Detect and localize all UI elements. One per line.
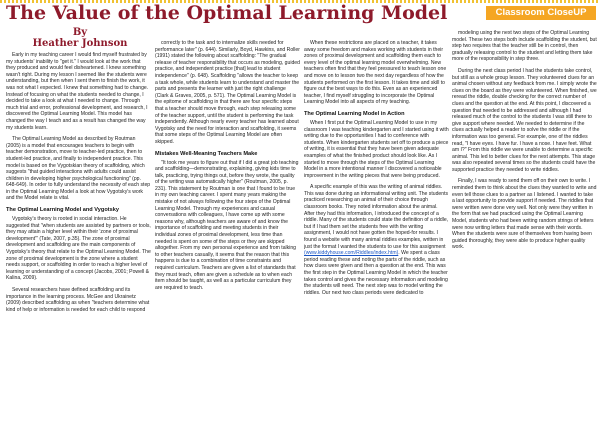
paragraph: When these restrictions are placed on a teacher, it takes away some freedom and makes working with students in their zones of proximal development and scaffolding them each to every level of the optimal learning model overwhelming. New teachers often find that they feel pressured to teach lesson one and move on to lesson two the next day regardless of how the students performed on the first lesson. It takes time and skill to figure out the best ways to do this. Even as an experienced teacher, I find myself struggling to incorporate the Optimal Learning Model into all aspects of my teaching. <box>304 40 447 106</box>
paragraph: Vygotsky's theory is rooted in social interaction. He suggested that "when students are assisted by partners or tools, they may attain a higher level within their 'zone of proximal development'" (Tate, 2007, p.35). The zone of proximal development and scaffolding are the main components of Vygotsky's theory that relate to the Optimal Learning Model. The zone of proximal development is the zone where a student needs support, or scaffolding in order to reach a higher level of learning or understanding of a concept (Jacobs, 2001; Powell & Kalina, 2009). <box>6 216 151 282</box>
article-column-3 <box>304 40 449 420</box>
section-badge: Classroom CloseUP <box>486 6 596 20</box>
paragraph: During the next class period I had the students take control, but still as a whole group lesson. They volunteered clues for an animal chosen without any feedback from me. I simply wrote the clues on the board as they were volunteered. When finished, we reread the riddle, double checking for the correct number of clues and the question at the end. At this point, I discovered a question that needed to be addressed and although I had released much of the control to the students I was still there to give support where needed. We needed to determine if the clues actually helped a reader to solve the riddle or if the information was too general. For example, one of the riddles read, "I have eyes. I have fur. I have a nose. I have feet. What am I?" From this riddle we were unable to determine a specific animal. This led to better clues for the next attempts. This stage was also repeated several times so the students could have the supported practice they needed to write riddles. <box>452 67 597 173</box>
author-name: Heather Johnson <box>32 38 128 49</box>
paragraph-text: . We spent a class period reading these and noting the parts of the riddle, such as how clues were given and then a question at the end. This was the first step in the Optimal Learning Model in which the teacher takes control and gives the necessary information and modeling the students will need. The next step was to model writing the riddles. Our next two class periods were dedicated to <box>304 250 448 296</box>
paragraph: "It took me years to figure out that if I did a great job teaching and scaffolding—demonstrating, explaining, giving kids time to talk, practicing, trying things out, before they wrote, the quality of the writing was automatically higher" (Routman, 2005, p. 231). This statement by Routman is one that I found to be true in my own teaching career. I spent many years making the mistake of not always following the four steps of the Optimal Learning Model. Through my experiences and casual conversations with colleagues, I have come up with some reasons why, although teachers are aware of and know the importance of scaffolding and meeting students in their individual zones of proximal development, less time than needed is spent on some of the steps or they are skipped altogether. From my own personal experience and from talking to other teachers casually, it seems that the reason that this happens is due to a combination of time constraints and required curriculum. Teachers are given a list of standards that they must teach, often are given a schedule as to when each item should be taught, as well as a particular curriculum they are required to teach. <box>155 159 299 291</box>
paragraph: When I first put the Optimal Learning Model to use in my classroom I was teaching kindergarten and I started using it with writing due to the opportunities I had to conference with students. When kindergarten students set off to produce a piece of writing, it is essential that they have been given adequate examples of what the finished product should look like. As I started to move through the steps of the Optimal Learning Model in a more intentional manner I discovered a noticeable improvement in the writing pieces that were being produced. <box>304 119 449 179</box>
section-heading: The Optimal Learning Model and Vygotsky <box>6 207 119 214</box>
riddles-website-link[interactable]: (www.kiddyhouse.com/Riddles/index.htm) <box>304 250 399 257</box>
paragraph <box>304 184 449 296</box>
article-column-4 <box>452 30 597 420</box>
paragraph: modeling using the next two steps of the Optimal Learning model. These two steps both include scaffolding the student, but step two requires that the teacher still be in control, then gradually releasing control to the student and letting them take more of the responsibility in step three. <box>452 30 597 63</box>
paragraph: The Optimal Learning Model as described by Routman (2005) is a model that encourages teachers to begin with teacher demonstration, move to teacher-led practice, then to student-led practice, and finally to independent practice. This model is based on the Vygotskian theory of scaffolding, which suggests "that guided interactions with adults could assist children in developing higher psychological functioning" (pp. 648-649). In order to fully understand the necessity of each step in the Optimal Learning Model a look at how Vygotsky's work and the Model relate is vital. <box>6 136 151 202</box>
paragraph-text: A specific example of this was the writing of animal riddles. This was done during an informational writing unit. The students practiced researching an animal of their choice through classroom books. They noted information about the animal. After they had this information, I introduced the concept of a riddle. Many of the students could state the definition of a riddle, but if I had them set the students free with the writing assignment, I would not have gotten the hoped-for results. I found a website with many animal riddles examples, written in just the format I wanted the students to use for this assignment <box>304 184 449 250</box>
paragraph: Several researchers have defined scaffolding and its importance in the learning process. McGee and Ukrainetz (2009) described scaffolding as when "teachers determine what kind of help or information is needed for each child to respond <box>6 287 150 313</box>
byline-by: By <box>72 27 88 38</box>
section-heading: The Optimal Learning Model in Action <box>304 110 405 117</box>
page-title: The Value of the Optimal Learning Model <box>6 2 448 24</box>
article-column-2 <box>155 40 300 420</box>
paragraph: Early in my teaching career I would find myself frustrated by my students' inability to "get it." I would look at the work that they produced and would feel disheartened. I knew something wasn't right. During my lesson I seemed like the students were understanding, but then when I sent them to finish the work, it was not what I expected. I knew that something had to change. Instead of focusing on what the students needed to change, I decided to take a look at what I needed to change. Through much trial and error, professional development, and research, I discovered the Optimal Learning Model. This model has changed the way I teach and as a result has changed the way my students learn. <box>6 52 149 131</box>
paragraph: correctly to the task and to internalize skills needed for performance later" (p. 644). Similarly, Boyd, Hawkins, and Roller (1991) stated the following about scaffolding: "The gradual release of teacher responsibility that occurs as modeling, guided practice, and independent practice [that] lead to student independence" (p. 648). Scaffolding "allows the teacher to keep a task whole, while students learn to understand and master the parts and presents the learner with just the right challenge (Clark & Graves, 2005, p. 571). The Optimal Learning Model is the epitome of scaffolding in that there are four specific steps that a teacher should move through, each step releasing some of the teacher support, until the student is performing the task independently. Although nearly every teacher has learned about Vygotsky and the need for interaction and scaffolding, it seems that some steps of the Optimal Learning Model are often skipped. <box>155 40 300 145</box>
article-column-1 <box>6 52 151 420</box>
paragraph: Finally, I was ready to send them off on their own to write. I reminded them to think about the clues they wanted to write and even tell those clues to a partner as I listened. I wanted to take a last opportunity to provide support if needed. The riddles that were written were done very well. Not only were they written in the form that we had practiced using the Optimal Learning Model, students who had been writing random strings of letters were now writing letters that made sense with their words. When the students were sure of themselves from having been guided thoroughly, they were able to produce higher quality work. <box>452 178 597 251</box>
section-heading: Mistakes Well-Meaning Teachers Make <box>155 150 258 157</box>
